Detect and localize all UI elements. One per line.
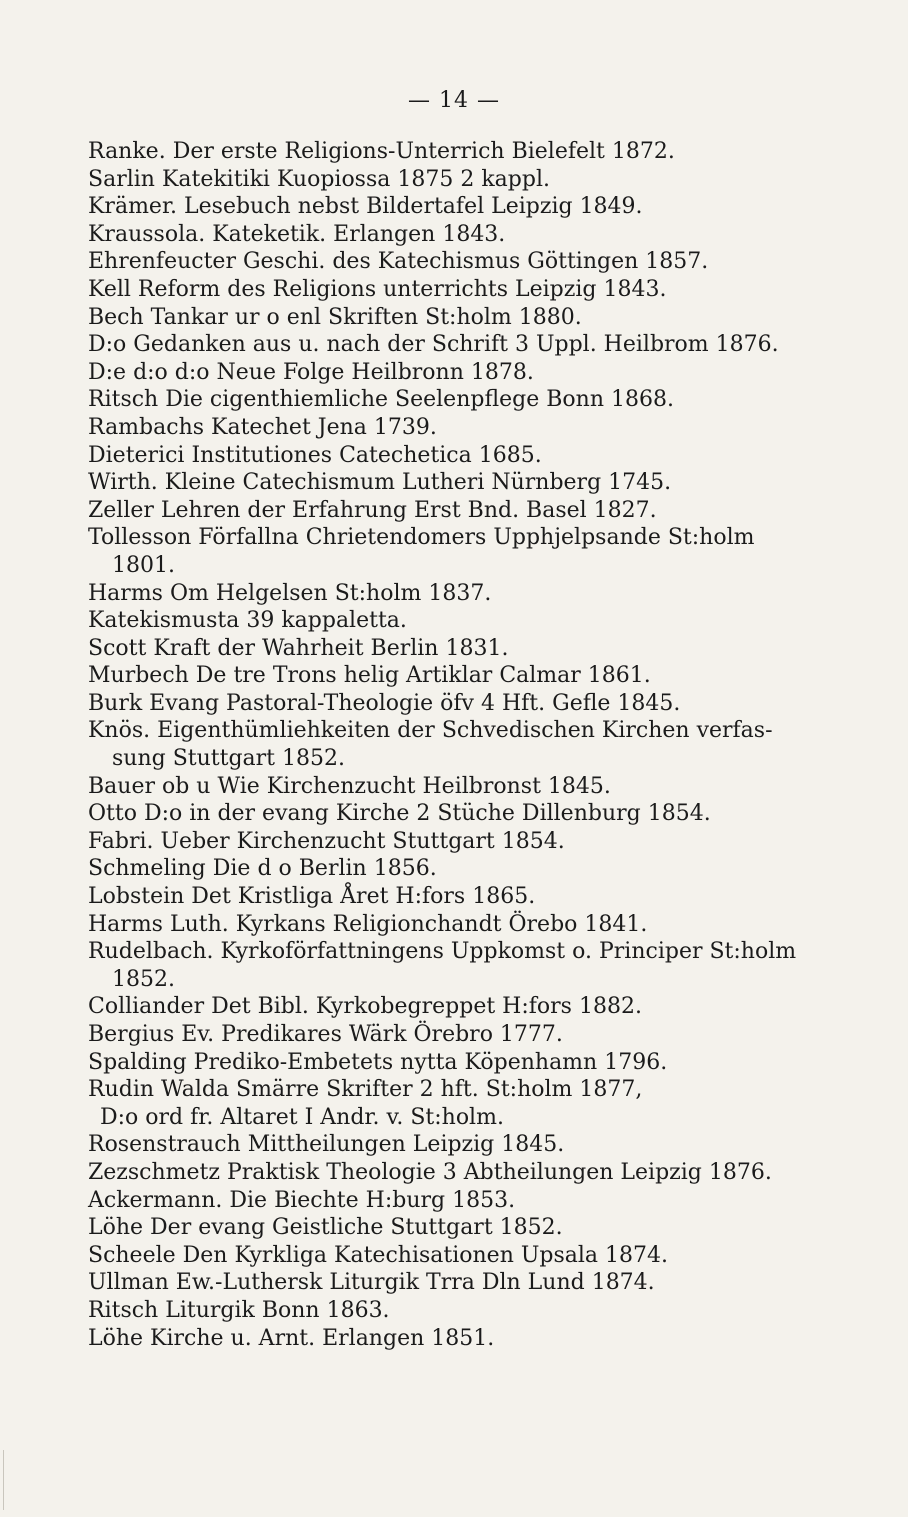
- bibliography-entry: Kell Reform des Religions unterrichts Leipzig 1843.: [88, 276, 667, 302]
- bibliography-entry: Lobstein Det Kristliga Året H:fors 1865.: [88, 884, 536, 910]
- bibliography-entry: Sarlin Katekitiki Kuopiossa 1875 2 kappl.: [88, 166, 550, 192]
- bibliography-entry: Löhe Der evang Geistliche Stuttgart 1852.: [88, 1215, 563, 1241]
- bibliography-entry: Burk Evang Pastoral-Theologie öfv 4 Hft. Gefle 1845.: [88, 690, 681, 716]
- page-edge-mark: [3, 1450, 4, 1510]
- bibliography-entry-continuation: sung Stuttgart 1852.: [112, 746, 345, 772]
- bibliography-entry: Colliander Det Bibl. Kyrkobegreppet H:fors 1882.: [88, 994, 642, 1020]
- bibliography-entry: Kraussola. Kateketik. Erlangen 1843.: [88, 221, 506, 247]
- bibliography-entry: Löhe Kirche u. Arnt. Erlangen 1851.: [88, 1325, 495, 1351]
- bibliography-entry-continuation: 1852.: [112, 966, 175, 992]
- bibliography-entry: Krämer. Lesebuch nebst Bildertafel Leipzig 1849.: [88, 194, 643, 220]
- bibliography-entry: Schmeling Die d o Berlin 1856.: [88, 856, 437, 882]
- bibliography-entry: Katekismusta 39 kappaletta.: [88, 608, 407, 634]
- bibliography-entry: Rudelbach. Kyrkoförfattningens Uppkomst o. Principer St:holm: [88, 939, 797, 965]
- bibliography-entry: Knös. Eigenthümliehkeiten der Schvedischen Kirchen verfas-: [88, 718, 773, 744]
- bibliography-entry: Zezschmetz Praktisk Theologie 3 Abtheilungen Leipzig 1876.: [88, 1159, 772, 1185]
- bibliography-entry: Ritsch Liturgik Bonn 1863.: [88, 1297, 390, 1323]
- bibliography-list: [88, 138, 878, 1352]
- bibliography-entry: D:e d:o d:o Neue Folge Heilbronn 1878.: [88, 359, 534, 385]
- bibliography-entry: Murbech De tre Trons helig Artiklar Calmar 1861.: [88, 663, 651, 689]
- bibliography-entry: Zeller Lehren der Erfahrung Erst Bnd. Basel 1827.: [88, 497, 657, 523]
- bibliography-entry: Ranke. Der erste Religions-Unterrich Bielefelt 1872.: [88, 139, 675, 164]
- bibliography-entry: Bauer ob u Wie Kirchenzucht Heilbronst 1845.: [88, 773, 611, 799]
- bibliography-entry-continuation: 1801.: [112, 552, 175, 578]
- page-number: — 14 —: [408, 88, 500, 113]
- bibliography-entry: Ullman Ew.-Luthersk Liturgik Trra Dln Lund 1874.: [88, 1270, 655, 1296]
- bibliography-entry: Ehrenfeucter Geschi. des Katechismus Göttingen 1857.: [88, 249, 709, 275]
- bibliography-entry: Harms Luth. Kyrkans Religionchandt Örebo 1841.: [88, 911, 648, 937]
- bibliography-entry: Bergius Ev. Predikares Wärk Örebro 1777.: [88, 1022, 563, 1047]
- bibliography-entry: Harms Om Helgelsen St:holm 1837.: [88, 580, 492, 606]
- bibliography-entry: Rosenstrauch Mittheilungen Leipzig 1845.: [88, 1132, 565, 1158]
- bibliography-entry: Rudin Walda Smärre Skrifter 2 hft. St:holm 1877,: [88, 1077, 643, 1103]
- bibliography-entry: Ackermann. Die Biechte H:burg 1853.: [88, 1187, 516, 1213]
- bibliography-entry: Tollesson Förfallna Chrietendomers Upphjelpsande St:holm: [88, 525, 755, 551]
- bibliography-entry: D:o Gedanken aus u. nach der Schrift 3 Uppl. Heilbrom 1876.: [88, 332, 779, 358]
- bibliography-entry: Otto D:o in der evang Kirche 2 Stüche Dillenburg 1854.: [88, 801, 711, 827]
- bibliography-entry: Scheele Den Kyrkliga Katechisationen Upsala 1874.: [88, 1242, 669, 1268]
- bibliography-entry: Ritsch Die cigenthiemliche Seelenpflege Bonn 1868.: [88, 387, 674, 413]
- bibliography-entry: Wirth. Kleine Catechismum Lutheri Nürnberg 1745.: [88, 470, 672, 496]
- bibliography-entry: Rambachs Katechet Jena 1739.: [88, 414, 437, 440]
- bibliography-entry: Dieterici Institutiones Catechetica 1685.: [88, 442, 542, 468]
- bibliography-entry: Scott Kraft der Wahrheit Berlin 1831.: [88, 635, 509, 661]
- bibliography-entry: Spalding Prediko-Embetets nytta Köpenhamn 1796.: [88, 1049, 668, 1075]
- bibliography-entry: D:o ord fr. Altaret I Andr. v. St:holm.: [100, 1104, 504, 1130]
- bibliography-entry: Fabri. Ueber Kirchenzucht Stuttgart 1854.: [88, 828, 565, 854]
- bibliography-entry: Bech Tankar ur o enl Skriften St:holm 1880.: [88, 304, 582, 330]
